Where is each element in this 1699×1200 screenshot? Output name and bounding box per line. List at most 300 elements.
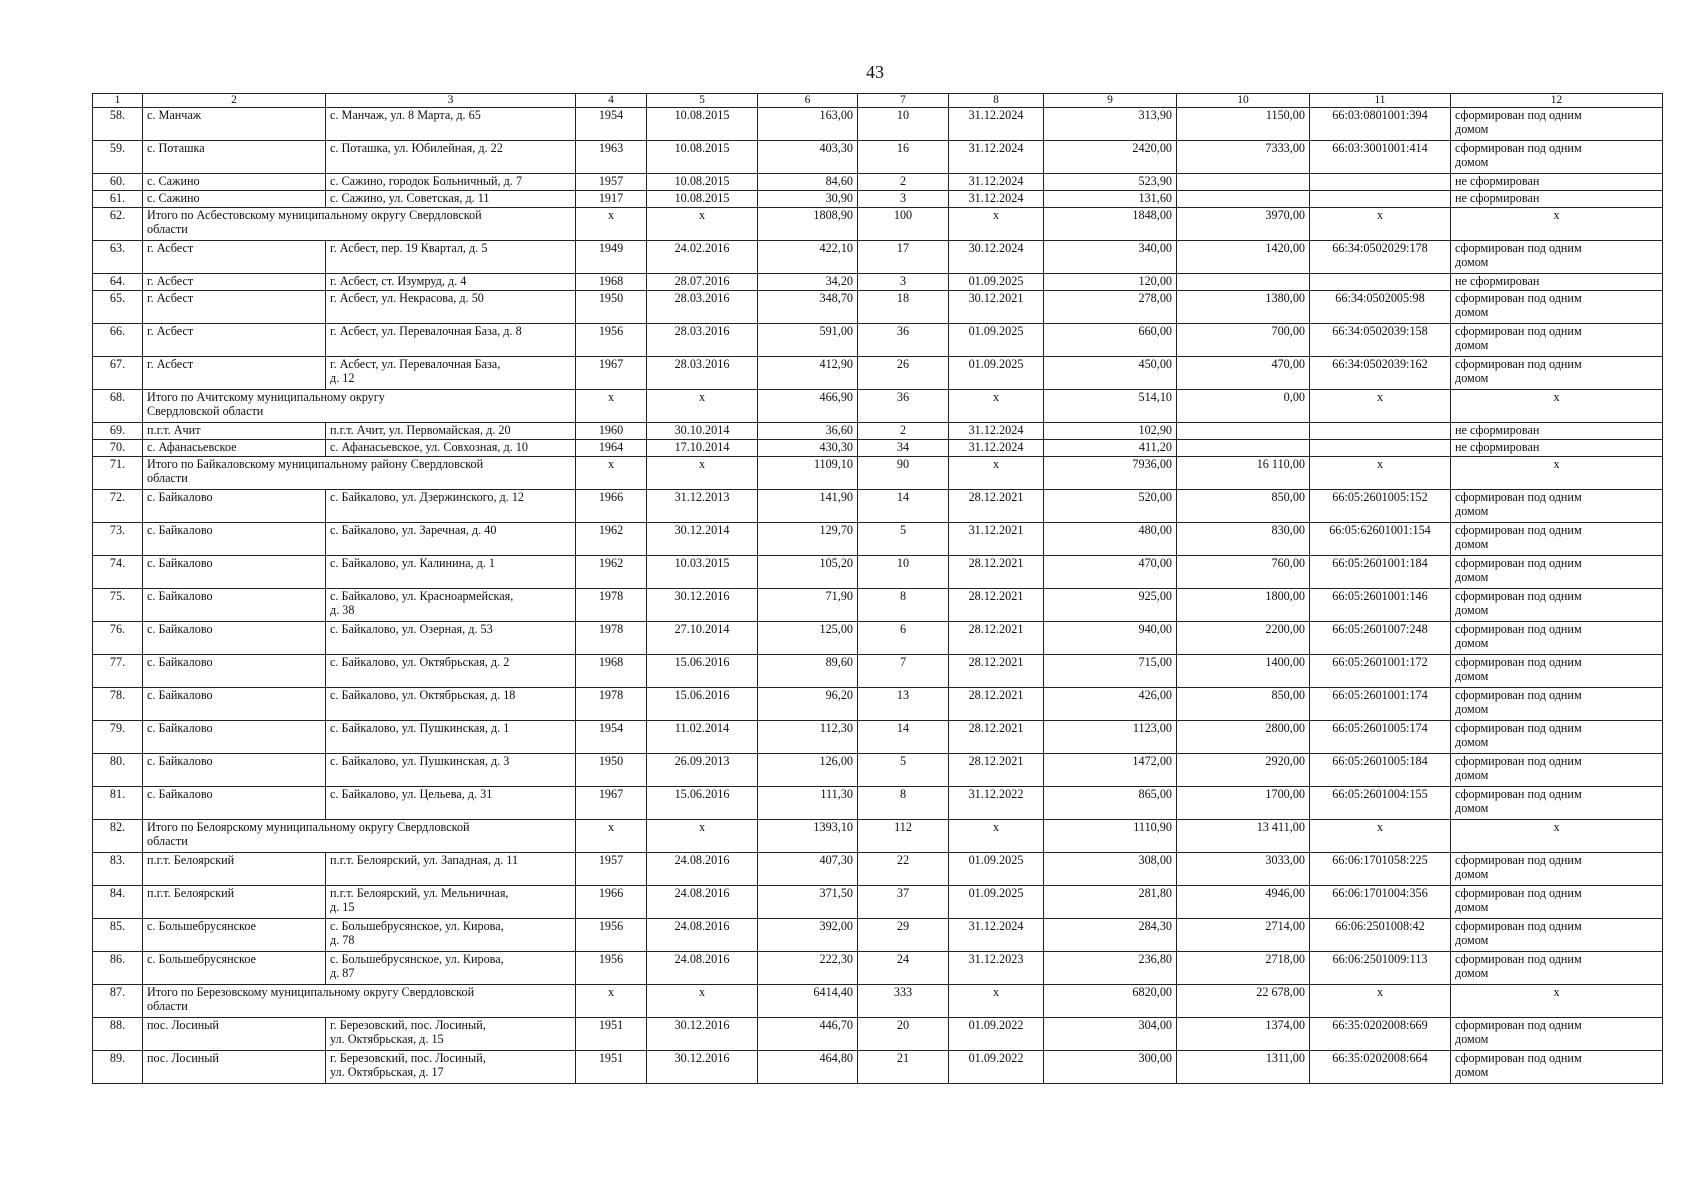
area-cell: 1109,10: [758, 457, 858, 490]
area-cell: 34,20: [758, 274, 858, 291]
settlement-cell: с. Большебрусянское: [143, 919, 326, 952]
row-number: 74.: [93, 556, 143, 589]
status-cell: сформирован под одним домом: [1451, 622, 1663, 655]
cadastral-number-cell: 66:06:1701004:356: [1310, 886, 1451, 919]
area-cell: 412,90: [758, 357, 858, 390]
cadastral-number-cell: 66:05:62601001:154: [1310, 523, 1451, 556]
value-cell: 281,80: [1044, 886, 1177, 919]
column-number: 8: [949, 94, 1044, 108]
column-number: 3: [326, 94, 576, 108]
total-label: Итого по Ачитскому муниципальному округу Свердловской области: [143, 390, 576, 423]
column-number: 10: [1177, 94, 1310, 108]
count-cell: 26: [858, 357, 949, 390]
date-cell: 15.06.2016: [647, 787, 758, 820]
settlement-cell: с. Байкалово: [143, 589, 326, 622]
area-cell: 371,50: [758, 886, 858, 919]
value-cell: 925,00: [1044, 589, 1177, 622]
date-cell: 28.03.2016: [647, 357, 758, 390]
date-cell: 11.02.2014: [647, 721, 758, 754]
value-cell: 411,20: [1044, 440, 1177, 457]
value-cell: 313,90: [1044, 108, 1177, 141]
deadline-cell: 01.09.2025: [949, 886, 1044, 919]
status-cell: сформирован под одним домом: [1451, 523, 1663, 556]
count-cell: 5: [858, 754, 949, 787]
deadline-cell: 31.12.2024: [949, 174, 1044, 191]
deadline-cell: 28.12.2021: [949, 754, 1044, 787]
deadline-cell: 31.12.2024: [949, 108, 1044, 141]
table-row: [93, 174, 1663, 191]
area-cell: 112,30: [758, 721, 858, 754]
address-cell: п.г.т. Ачит, ул. Первомайская, д. 20: [326, 423, 576, 440]
total-row: [93, 208, 1663, 241]
count-cell: 18: [858, 291, 949, 324]
address-cell: с. Байкалово, ул. Пушкинская, д. 3: [326, 754, 576, 787]
table-row: [93, 324, 1663, 357]
address-cell: с. Байкалово, ул. Калинина, д. 1: [326, 556, 576, 589]
cadastral-number-cell: 66:03:3001001:414: [1310, 141, 1451, 174]
settlement-cell: г. Асбест: [143, 291, 326, 324]
table-row: [93, 357, 1663, 390]
cadastral-number-cell: 66:03:0801001:394: [1310, 108, 1451, 141]
table-row: [93, 191, 1663, 208]
value-cell: 2714,00: [1177, 919, 1310, 952]
row-number: 84.: [93, 886, 143, 919]
count-cell: 14: [858, 490, 949, 523]
date-cell: 26.09.2013: [647, 754, 758, 787]
value-cell: 470,00: [1044, 556, 1177, 589]
status-cell: не сформирован: [1451, 274, 1663, 291]
deadline-cell: 01.09.2025: [949, 853, 1044, 886]
table-row: [93, 721, 1663, 754]
date-cell: 30.12.2014: [647, 523, 758, 556]
settlement-cell: г. Асбест: [143, 241, 326, 274]
deadline-cell: 28.12.2021: [949, 688, 1044, 721]
cadastral-number-cell: [1310, 440, 1451, 457]
settlement-cell: с. Байкалово: [143, 688, 326, 721]
value-cell: 131,60: [1044, 191, 1177, 208]
row-number: 87.: [93, 985, 143, 1018]
address-cell: г. Березовский, пос. Лосиный, ул. Октябрьская, д. 17: [326, 1051, 576, 1084]
date-cell: 24.08.2016: [647, 886, 758, 919]
date-cell: 10.08.2015: [647, 191, 758, 208]
value-cell: [1177, 440, 1310, 457]
value-cell: 1472,00: [1044, 754, 1177, 787]
count-cell: 3: [858, 191, 949, 208]
row-number: 66.: [93, 324, 143, 357]
value-cell: 426,00: [1044, 688, 1177, 721]
count-cell: 34: [858, 440, 949, 457]
date-cell: 30.10.2014: [647, 423, 758, 440]
cadastral-number-cell: 66:06:1701058:225: [1310, 853, 1451, 886]
year-cell: 1949: [576, 241, 647, 274]
status-cell: сформирован под одним домом: [1451, 1051, 1663, 1084]
value-cell: 7936,00: [1044, 457, 1177, 490]
cadastral-number-cell: x: [1310, 985, 1451, 1018]
value-cell: 2718,00: [1177, 952, 1310, 985]
address-cell: с. Байкалово, ул. Октябрьская, д. 2: [326, 655, 576, 688]
cadastral-number-cell: 66:34:0502005:98: [1310, 291, 1451, 324]
count-cell: 17: [858, 241, 949, 274]
settlement-cell: с. Большебрусянское: [143, 952, 326, 985]
deadline-cell: x: [949, 390, 1044, 423]
address-cell: г. Асбест, ул. Некрасова, д. 50: [326, 291, 576, 324]
status-cell: сформирован под одним домом: [1451, 241, 1663, 274]
date-cell: x: [647, 985, 758, 1018]
value-cell: 278,00: [1044, 291, 1177, 324]
deadline-cell: 01.09.2025: [949, 274, 1044, 291]
address-cell: г. Березовский, пос. Лосиный, ул. Октябрьская, д. 15: [326, 1018, 576, 1051]
value-cell: 284,30: [1044, 919, 1177, 952]
count-cell: 10: [858, 108, 949, 141]
table-row: [93, 274, 1663, 291]
status-cell: сформирован под одним домом: [1451, 721, 1663, 754]
status-cell: x: [1451, 208, 1663, 241]
settlement-cell: с. Поташка: [143, 141, 326, 174]
deadline-cell: 28.12.2021: [949, 655, 1044, 688]
date-cell: x: [647, 820, 758, 853]
date-cell: 10.08.2015: [647, 108, 758, 141]
area-cell: 403,30: [758, 141, 858, 174]
column-number: 11: [1310, 94, 1451, 108]
table-row: [93, 688, 1663, 721]
row-number: 76.: [93, 622, 143, 655]
year-cell: 1950: [576, 291, 647, 324]
address-cell: г. Асбест, пер. 19 Квартал, д. 5: [326, 241, 576, 274]
area-cell: 96,20: [758, 688, 858, 721]
address-cell: с. Сажино, ул. Советская, д. 11: [326, 191, 576, 208]
status-cell: сформирован под одним домом: [1451, 853, 1663, 886]
date-cell: 31.12.2013: [647, 490, 758, 523]
value-cell: 850,00: [1177, 490, 1310, 523]
cadastral-number-cell: [1310, 274, 1451, 291]
table-row: [93, 241, 1663, 274]
date-cell: 17.10.2014: [647, 440, 758, 457]
value-cell: 480,00: [1044, 523, 1177, 556]
year-cell: 1956: [576, 324, 647, 357]
count-cell: 90: [858, 457, 949, 490]
count-cell: 8: [858, 589, 949, 622]
date-cell: 28.03.2016: [647, 291, 758, 324]
value-cell: 22 678,00: [1177, 985, 1310, 1018]
deadline-cell: 31.12.2024: [949, 919, 1044, 952]
date-cell: 30.12.2016: [647, 1051, 758, 1084]
area-cell: 36,60: [758, 423, 858, 440]
row-number: 64.: [93, 274, 143, 291]
status-cell: сформирован под одним домом: [1451, 1018, 1663, 1051]
count-cell: 112: [858, 820, 949, 853]
row-number: 67.: [93, 357, 143, 390]
address-cell: с. Байкалово, ул. Октябрьская, д. 18: [326, 688, 576, 721]
column-number: 4: [576, 94, 647, 108]
settlement-cell: с. Афанасьевское: [143, 440, 326, 457]
status-cell: не сформирован: [1451, 423, 1663, 440]
address-cell: с. Байкалово, ул. Пушкинская, д. 1: [326, 721, 576, 754]
date-cell: 27.10.2014: [647, 622, 758, 655]
year-cell: 1966: [576, 886, 647, 919]
settlement-cell: с. Байкалово: [143, 622, 326, 655]
total-label: Итого по Асбестовскому муниципальному округу Свердловской области: [143, 208, 576, 241]
settlement-cell: с. Сажино: [143, 191, 326, 208]
deadline-cell: 28.12.2021: [949, 721, 1044, 754]
value-cell: 2920,00: [1177, 754, 1310, 787]
count-cell: 2: [858, 423, 949, 440]
year-cell: x: [576, 985, 647, 1018]
deadline-cell: 01.09.2022: [949, 1051, 1044, 1084]
value-cell: 1848,00: [1044, 208, 1177, 241]
settlement-cell: п.г.т. Белоярский: [143, 886, 326, 919]
address-cell: г. Асбест, ул. Перевалочная База, д. 12: [326, 357, 576, 390]
column-number: 6: [758, 94, 858, 108]
value-cell: 16 110,00: [1177, 457, 1310, 490]
settlement-cell: с. Манчаж: [143, 108, 326, 141]
deadline-cell: x: [949, 208, 1044, 241]
row-number: 86.: [93, 952, 143, 985]
year-cell: 1950: [576, 754, 647, 787]
column-number-row: [93, 94, 1663, 108]
value-cell: 2420,00: [1044, 141, 1177, 174]
count-cell: 3: [858, 274, 949, 291]
value-cell: 102,90: [1044, 423, 1177, 440]
count-cell: 21: [858, 1051, 949, 1084]
table-row: [93, 754, 1663, 787]
total-label: Итого по Белоярскому муниципальному округу Свердловской области: [143, 820, 576, 853]
status-cell: сформирован под одним домом: [1451, 490, 1663, 523]
year-cell: 1951: [576, 1051, 647, 1084]
area-cell: 84,60: [758, 174, 858, 191]
date-cell: 28.07.2016: [647, 274, 758, 291]
cadastral-number-cell: x: [1310, 457, 1451, 490]
address-cell: п.г.т. Белоярский, ул. Мельничная, д. 15: [326, 886, 576, 919]
value-cell: 1311,00: [1177, 1051, 1310, 1084]
area-cell: 392,00: [758, 919, 858, 952]
value-cell: [1177, 423, 1310, 440]
table-row: [93, 108, 1663, 141]
area-cell: 464,80: [758, 1051, 858, 1084]
year-cell: 1966: [576, 490, 647, 523]
value-cell: 1380,00: [1177, 291, 1310, 324]
date-cell: 24.08.2016: [647, 853, 758, 886]
row-number: 82.: [93, 820, 143, 853]
cadastral-number-cell: x: [1310, 820, 1451, 853]
cadastral-number-cell: 66:35:0202008:664: [1310, 1051, 1451, 1084]
table-row: [93, 886, 1663, 919]
cadastral-number-cell: 66:05:2601001:172: [1310, 655, 1451, 688]
total-row: [93, 820, 1663, 853]
cadastral-number-cell: x: [1310, 390, 1451, 423]
status-cell: сформирован под одним домом: [1451, 556, 1663, 589]
area-cell: 591,00: [758, 324, 858, 357]
status-cell: сформирован под одним домом: [1451, 141, 1663, 174]
table-row: [93, 291, 1663, 324]
settlement-cell: г. Асбест: [143, 357, 326, 390]
status-cell: сформирован под одним домом: [1451, 787, 1663, 820]
count-cell: 8: [858, 787, 949, 820]
cadastral-number-cell: 66:05:2601005:184: [1310, 754, 1451, 787]
settlement-cell: с. Сажино: [143, 174, 326, 191]
value-cell: 450,00: [1044, 357, 1177, 390]
status-cell: x: [1451, 390, 1663, 423]
column-number: 12: [1451, 94, 1663, 108]
area-cell: 89,60: [758, 655, 858, 688]
value-cell: 6820,00: [1044, 985, 1177, 1018]
count-cell: 10: [858, 556, 949, 589]
deadline-cell: x: [949, 820, 1044, 853]
address-cell: с. Поташка, ул. Юбилейная, д. 22: [326, 141, 576, 174]
value-cell: [1177, 174, 1310, 191]
status-cell: сформирован под одним домом: [1451, 589, 1663, 622]
count-cell: 5: [858, 523, 949, 556]
count-cell: 29: [858, 919, 949, 952]
date-cell: 28.03.2016: [647, 324, 758, 357]
value-cell: 865,00: [1044, 787, 1177, 820]
area-cell: 348,70: [758, 291, 858, 324]
column-number: 2: [143, 94, 326, 108]
deadline-cell: 01.09.2025: [949, 357, 1044, 390]
year-cell: 1967: [576, 357, 647, 390]
date-cell: 10.08.2015: [647, 174, 758, 191]
table-row: [93, 589, 1663, 622]
area-cell: 163,00: [758, 108, 858, 141]
deadline-cell: 31.12.2024: [949, 191, 1044, 208]
deadline-cell: 28.12.2021: [949, 622, 1044, 655]
deadline-cell: x: [949, 985, 1044, 1018]
row-number: 79.: [93, 721, 143, 754]
table-row: [93, 1018, 1663, 1051]
year-cell: 1956: [576, 952, 647, 985]
year-cell: 1978: [576, 589, 647, 622]
year-cell: x: [576, 390, 647, 423]
count-cell: 37: [858, 886, 949, 919]
year-cell: x: [576, 457, 647, 490]
value-cell: 300,00: [1044, 1051, 1177, 1084]
date-cell: x: [647, 208, 758, 241]
year-cell: x: [576, 820, 647, 853]
date-cell: 30.12.2016: [647, 589, 758, 622]
status-cell: не сформирован: [1451, 191, 1663, 208]
area-cell: 466,90: [758, 390, 858, 423]
year-cell: 1967: [576, 787, 647, 820]
address-cell: с. Байкалово, ул. Дзержинского, д. 12: [326, 490, 576, 523]
value-cell: 760,00: [1177, 556, 1310, 589]
settlement-cell: с. Байкалово: [143, 721, 326, 754]
value-cell: 1374,00: [1177, 1018, 1310, 1051]
address-cell: с. Афанасьевское, ул. Совхозная, д. 10: [326, 440, 576, 457]
table-row: [93, 787, 1663, 820]
year-cell: 1968: [576, 655, 647, 688]
area-cell: 111,30: [758, 787, 858, 820]
year-cell: 1951: [576, 1018, 647, 1051]
row-number: 68.: [93, 390, 143, 423]
status-cell: сформирован под одним домом: [1451, 108, 1663, 141]
row-number: 77.: [93, 655, 143, 688]
row-number: 83.: [93, 853, 143, 886]
status-cell: не сформирован: [1451, 174, 1663, 191]
cadastral-number-cell: 66:05:2601001:174: [1310, 688, 1451, 721]
area-cell: 141,90: [758, 490, 858, 523]
area-cell: 1808,90: [758, 208, 858, 241]
area-cell: 407,30: [758, 853, 858, 886]
area-cell: 30,90: [758, 191, 858, 208]
value-cell: 0,00: [1177, 390, 1310, 423]
row-number: 89.: [93, 1051, 143, 1084]
value-cell: 940,00: [1044, 622, 1177, 655]
table-row: [93, 952, 1663, 985]
table-row: [93, 853, 1663, 886]
cadastral-number-cell: 66:05:2601007:248: [1310, 622, 1451, 655]
column-number: 9: [1044, 94, 1177, 108]
row-number: 72.: [93, 490, 143, 523]
area-cell: 105,20: [758, 556, 858, 589]
deadline-cell: x: [949, 457, 1044, 490]
value-cell: [1177, 191, 1310, 208]
count-cell: 14: [858, 721, 949, 754]
table-row: [93, 556, 1663, 589]
address-cell: с. Байкалово, ул. Цельева, д. 31: [326, 787, 576, 820]
value-cell: 1400,00: [1177, 655, 1310, 688]
row-number: 73.: [93, 523, 143, 556]
table-row: [93, 423, 1663, 440]
address-cell: с. Байкалово, ул. Заречная, д. 40: [326, 523, 576, 556]
total-label: Итого по Березовскому муниципальному округу Свердловской области: [143, 985, 576, 1018]
year-cell: 1960: [576, 423, 647, 440]
year-cell: 1954: [576, 721, 647, 754]
area-cell: 422,10: [758, 241, 858, 274]
total-row: [93, 985, 1663, 1018]
value-cell: 850,00: [1177, 688, 1310, 721]
deadline-cell: 28.12.2021: [949, 589, 1044, 622]
value-cell: 308,00: [1044, 853, 1177, 886]
row-number: 81.: [93, 787, 143, 820]
deadline-cell: 31.12.2022: [949, 787, 1044, 820]
date-cell: 15.06.2016: [647, 655, 758, 688]
row-number: 61.: [93, 191, 143, 208]
address-cell: с. Большебрусянское, ул. Кирова, д. 78: [326, 919, 576, 952]
date-cell: 24.08.2016: [647, 919, 758, 952]
cadastral-number-cell: 66:06:2501009:113: [1310, 952, 1451, 985]
year-cell: x: [576, 208, 647, 241]
status-cell: сформирован под одним домом: [1451, 754, 1663, 787]
date-cell: x: [647, 390, 758, 423]
year-cell: 1964: [576, 440, 647, 457]
registry-table: [92, 93, 1663, 1084]
count-cell: 16: [858, 141, 949, 174]
deadline-cell: 01.09.2025: [949, 324, 1044, 357]
row-number: 75.: [93, 589, 143, 622]
value-cell: 1110,90: [1044, 820, 1177, 853]
status-cell: сформирован под одним домом: [1451, 886, 1663, 919]
count-cell: 100: [858, 208, 949, 241]
deadline-cell: 31.12.2021: [949, 523, 1044, 556]
settlement-cell: п.г.т. Белоярский: [143, 853, 326, 886]
row-number: 80.: [93, 754, 143, 787]
row-number: 69.: [93, 423, 143, 440]
count-cell: 36: [858, 390, 949, 423]
value-cell: 7333,00: [1177, 141, 1310, 174]
value-cell: 1420,00: [1177, 241, 1310, 274]
year-cell: 1957: [576, 853, 647, 886]
status-cell: сформирован под одним домом: [1451, 952, 1663, 985]
value-cell: 470,00: [1177, 357, 1310, 390]
row-number: 71.: [93, 457, 143, 490]
row-number: 63.: [93, 241, 143, 274]
value-cell: 1123,00: [1044, 721, 1177, 754]
row-number: 85.: [93, 919, 143, 952]
value-cell: 1150,00: [1177, 108, 1310, 141]
address-cell: с. Манчаж, ул. 8 Марта, д. 65: [326, 108, 576, 141]
value-cell: 2200,00: [1177, 622, 1310, 655]
area-cell: 126,00: [758, 754, 858, 787]
row-number: 62.: [93, 208, 143, 241]
